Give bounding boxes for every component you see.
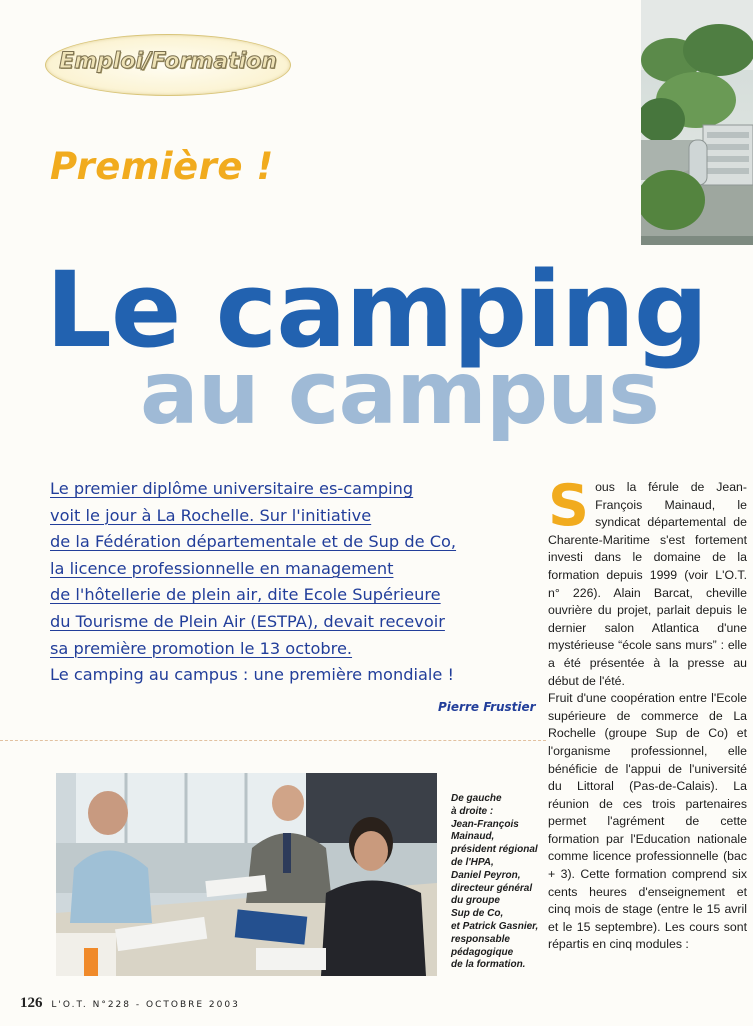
headline-line-2: au campus — [140, 342, 659, 444]
caption-line: De gauche — [451, 793, 502, 804]
caption-line: responsable — [451, 933, 510, 945]
section-rubric-label: Emploi/Formation — [59, 49, 277, 74]
dashed-divider — [0, 740, 546, 741]
lead-line: du Tourisme de Plein Air (ESTPA), devait recevoir — [50, 611, 445, 631]
caption-line: pédagogique — [451, 946, 514, 958]
section-rubric-badge — [45, 34, 291, 96]
caption-line: Daniel Peyron, — [451, 869, 521, 881]
article-kicker: Première ! — [50, 145, 274, 188]
meeting-photo — [56, 773, 437, 976]
lead-line: voit le jour à La Rochelle. Sur l'initiative — [50, 505, 372, 525]
magazine-name: L'O.T. N°228 — [51, 1000, 132, 1010]
issue-date: OCTOBRE 2003 — [146, 1000, 240, 1010]
lead-line: Le premier diplôme universitaire es-camping — [50, 479, 414, 498]
footer-separator: - — [135, 1000, 146, 1010]
caption-line: président régional — [451, 844, 538, 856]
campus-building-photo — [641, 0, 753, 245]
caption-line: Mainaud, — [451, 831, 495, 843]
headline-line-1: Le camping — [45, 249, 708, 371]
photo-caption — [451, 793, 541, 972]
lead-line: la licence professionnelle en management — [50, 558, 394, 578]
body-column — [548, 473, 747, 954]
lead-line: de la Fédération départementale et de Sup de Co, — [50, 532, 457, 552]
author-byline: Pierre Frustier — [438, 700, 536, 714]
lead-line: de l'hôtellerie de plein air, dite Ecole Supérieure — [50, 585, 441, 605]
caption-line: de la formation. — [451, 959, 526, 971]
caption-line: et Patrick Gasnier, — [451, 920, 539, 932]
caption-line: à droite : — [451, 805, 494, 817]
lead-line: Le camping au campus : une première mondiale ! — [50, 665, 455, 685]
caption-line: Jean-François — [451, 818, 519, 830]
drop-cap: S — [548, 473, 590, 539]
lead-line: sa première promotion le 13 octobre. — [50, 638, 353, 658]
caption-line: Sup de Co, — [451, 908, 504, 920]
caption-line: directeur général — [451, 882, 533, 894]
body-paragraph: ous la férule de Jean-François Mainaud, le syndicat départemental de Charente-Maritime s'est fortement investi dans le domaine de la formation depuis 1999 (voir L'O.T. n° 226). Alain Barcat, cheville ouvrière du projet, parlait depuis le dernier salon Atlantica d'une mystérieuse “école sans murs” : elle a été présentée à la presse au début de l'été. — [548, 480, 747, 688]
caption-line: de l'HPA, — [451, 856, 494, 868]
page-footer — [20, 995, 240, 1012]
caption-line: du groupe — [451, 895, 500, 907]
page-number: 126 — [20, 995, 43, 1011]
body-paragraph: Fruit d'une coopération entre l'Ecole supérieure de commerce de La Rochelle (groupe Sup de Co) et l'organisme professionnel, elle bénéficie de l'appui de l'université du Littoral (Pas-de-Calais). La réunion de ces trois partenaires permet l'agrément de cette formation par l'Education nationale comme licence professionnelle (bac + 3). Cette formation comprend six cents heures d'enseignement et cinq mois de stage (entre le 15 avril et le 15 septembre). Les cours sont répartis en cinq modules : — [548, 691, 747, 952]
lead-paragraph — [50, 476, 500, 689]
